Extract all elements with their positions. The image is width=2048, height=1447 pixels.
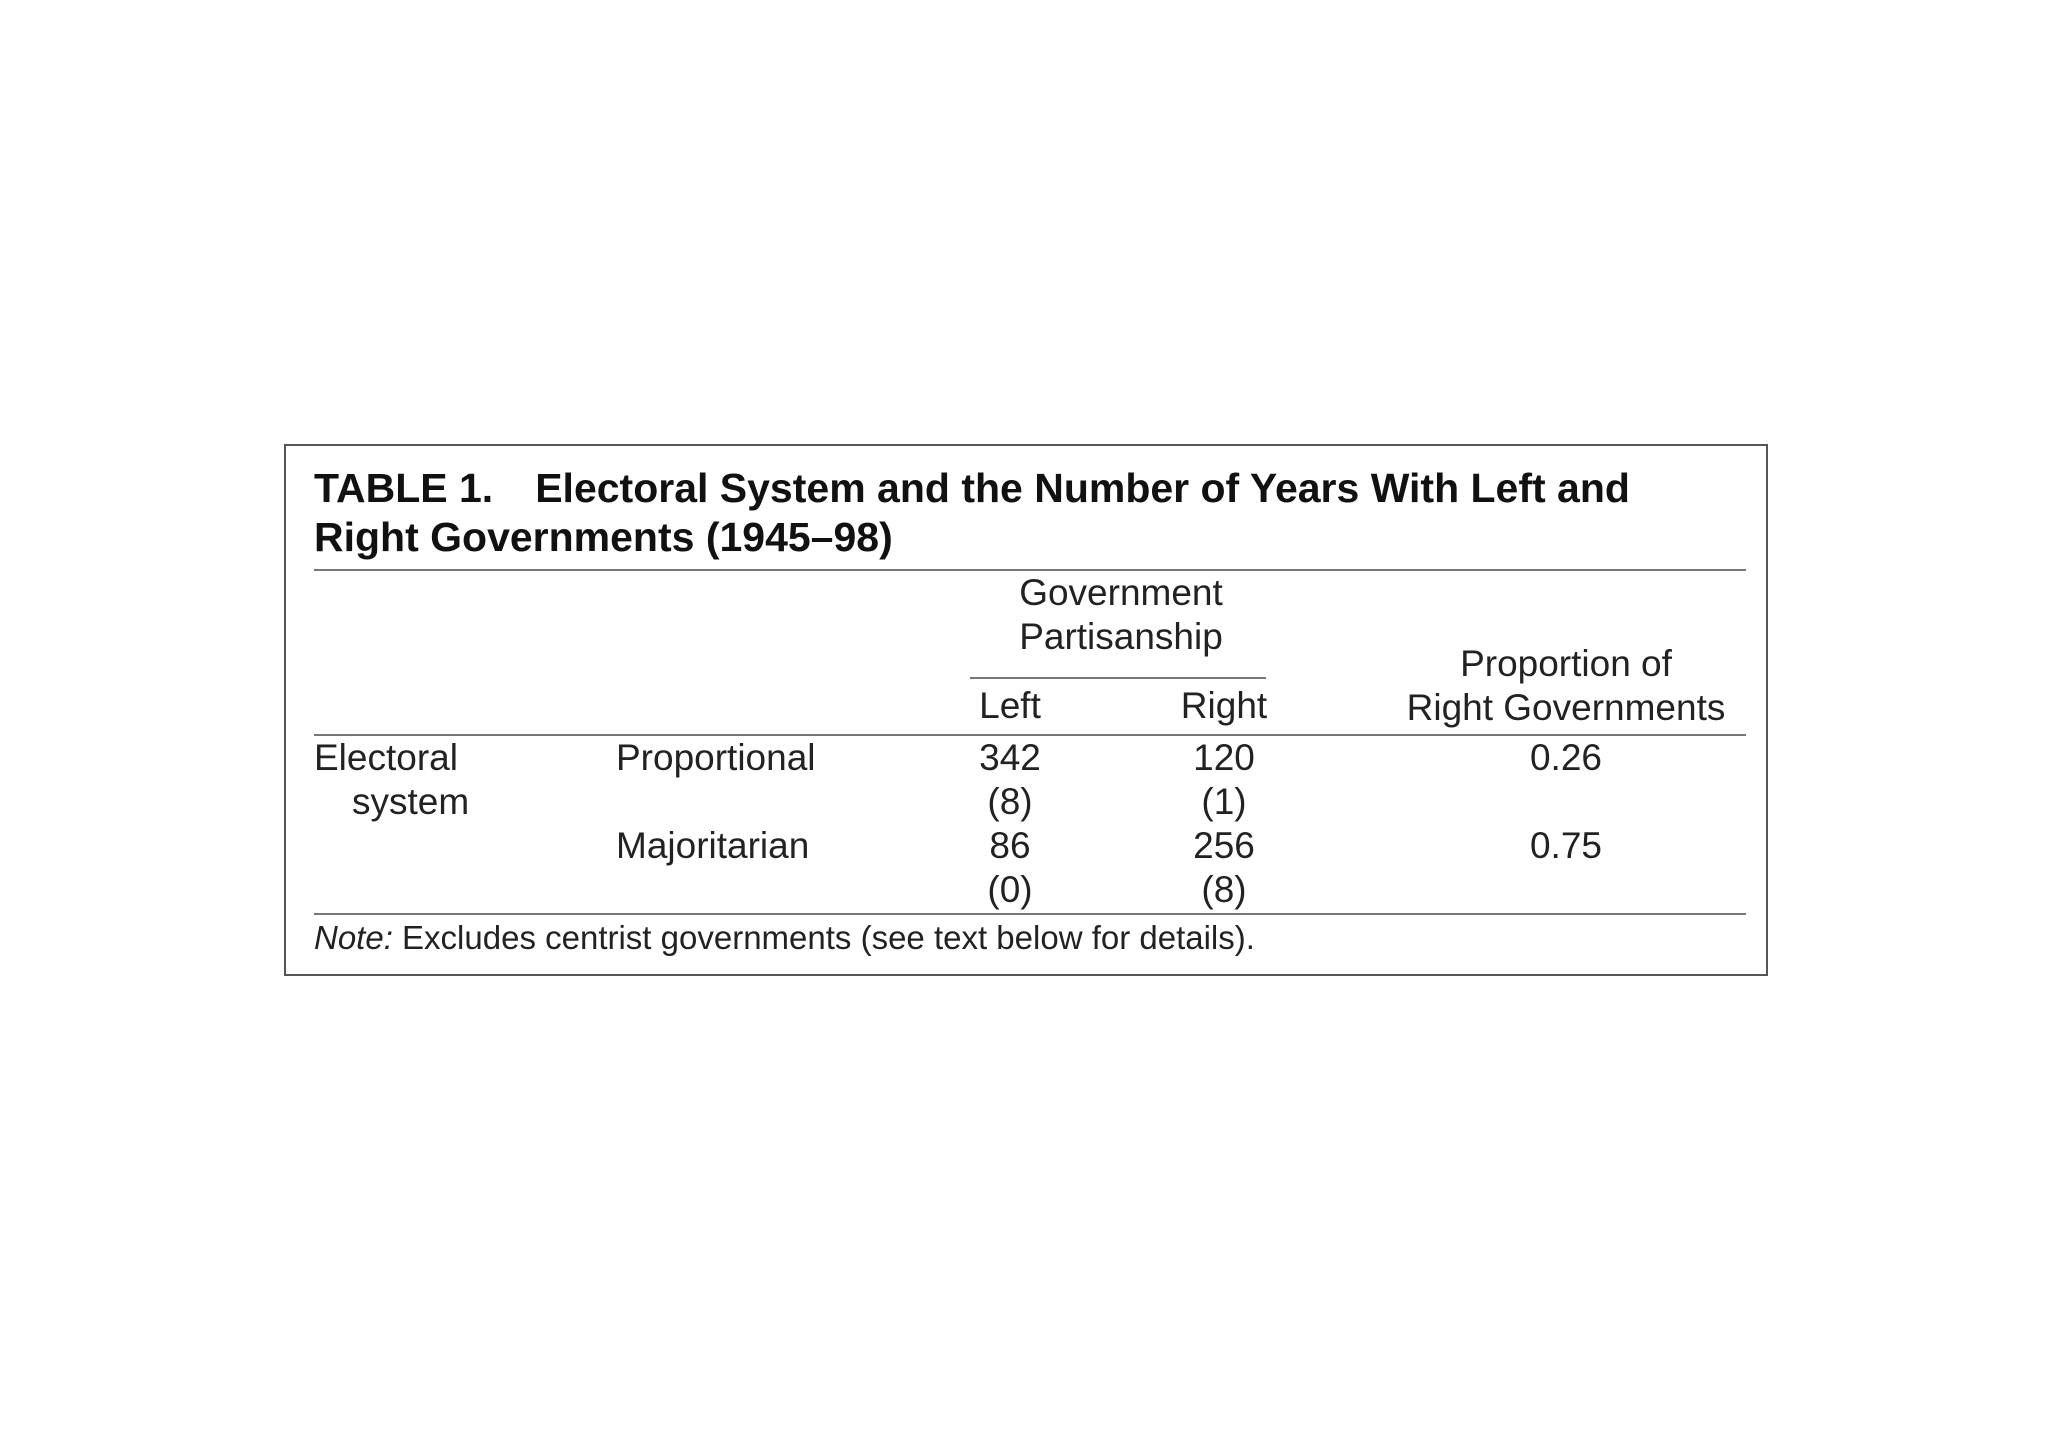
spanner-rule bbox=[970, 677, 1266, 679]
proportion-header-line-2: Right Governments bbox=[1406, 687, 1726, 728]
spanner-line-1: Government bbox=[1019, 572, 1223, 613]
cell-proportional-proportion: 0.26 bbox=[1529, 737, 1602, 778]
column-header-right: Right bbox=[1180, 685, 1268, 726]
table-title: Electoral System and the Number of Years With Left and Right Governments (1945–98) bbox=[314, 465, 1630, 560]
row-group-label-line-2: system bbox=[352, 781, 470, 822]
note-text: Excludes centrist governments (see text below for details). bbox=[392, 919, 1255, 956]
note-lead: Note: bbox=[314, 919, 393, 956]
row-label-proportional: Proportional bbox=[616, 737, 816, 778]
cell-paren: (8) bbox=[1201, 869, 1247, 910]
cell-value: 120 bbox=[1193, 737, 1255, 778]
column-header-proportion bbox=[1376, 642, 1756, 730]
cell-value: 256 bbox=[1193, 825, 1255, 866]
cell-majoritarian-proportion: 0.75 bbox=[1529, 825, 1602, 866]
cell-value: 86 bbox=[989, 825, 1031, 866]
table-caption bbox=[314, 464, 1744, 562]
row-group-label-line-1: Electoral bbox=[314, 737, 458, 778]
cell-proportional-right bbox=[1154, 736, 1294, 824]
table-frame bbox=[284, 444, 1768, 976]
column-header-left: Left bbox=[979, 685, 1041, 726]
cell-proportional-left bbox=[940, 736, 1080, 824]
table-note bbox=[314, 918, 1255, 958]
row-label-majoritarian: Majoritarian bbox=[616, 825, 810, 866]
column-spanner-government-partisanship bbox=[1006, 571, 1236, 659]
cell-paren: (8) bbox=[987, 781, 1033, 822]
cell-value: 342 bbox=[979, 737, 1041, 778]
proportion-header-line-1: Proportion of bbox=[1460, 643, 1672, 684]
cell-paren: (0) bbox=[987, 869, 1033, 910]
spanner-line-2: Partisanship bbox=[1019, 616, 1223, 657]
row-group-label bbox=[314, 736, 469, 824]
cell-majoritarian-left bbox=[940, 824, 1080, 912]
bottom-rule bbox=[314, 913, 1746, 915]
cell-paren: (1) bbox=[1201, 781, 1247, 822]
cell-majoritarian-right bbox=[1154, 824, 1294, 912]
table-number: TABLE 1. bbox=[314, 465, 494, 511]
